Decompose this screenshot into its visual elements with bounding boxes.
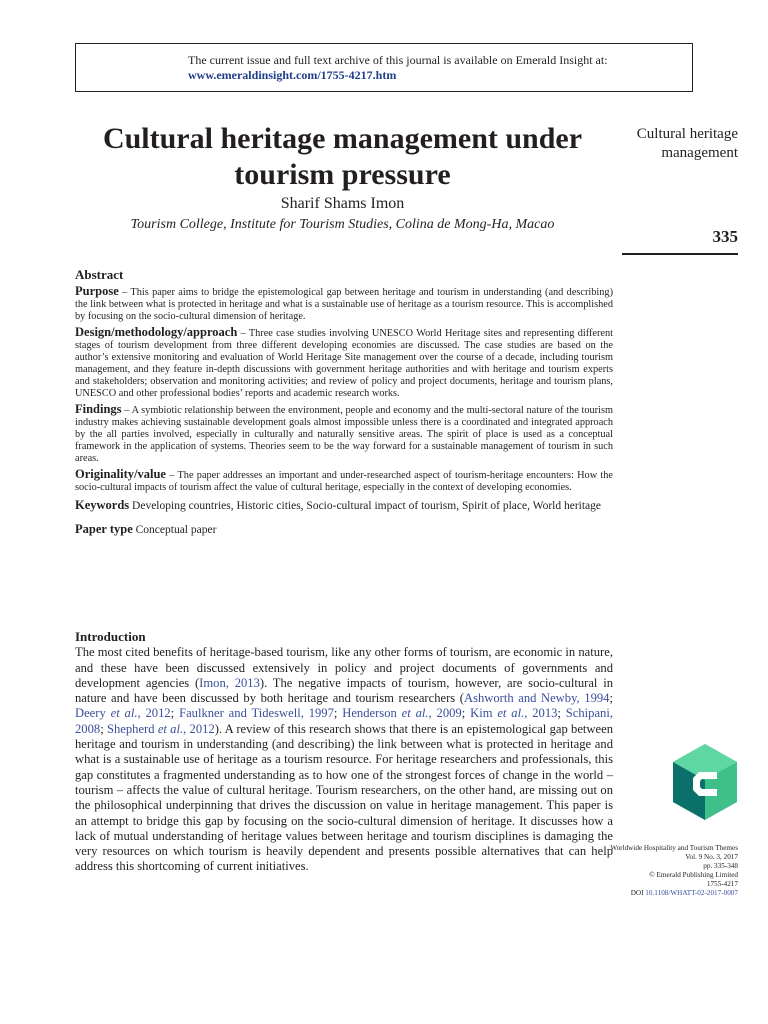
archive-banner-text: The current issue and full text archive of this journal is available on Emerald Insight at:: [188, 53, 608, 67]
design-label: Design/methodology/approach: [75, 325, 238, 339]
emerald-insight-link[interactable]: www.emeraldinsight.com/1755-4217.htm: [188, 68, 397, 82]
intro-text: ;: [333, 706, 343, 721]
citation-link[interactable]: Faulkner and Tideswell, 1997: [179, 706, 334, 721]
doi-link[interactable]: 10.1108/WHATT-02-2017-0007: [645, 889, 738, 897]
intro-text: ). A review of this research shows that there is an epistemological gap between heritage and tourism in understanding (and describing) the link between what is protected in heritage and what is a sustainable use of heritage as a tourism resource. For heritage researchers and professionals, this gap constitutes a fragmented understanding as to how one of the strongest forces of change in the world – tourism – affects the value of cultural heritage. Tourism researchers, on the other hand, are missing out on the philosophical underpinning that drives the discussion on value in heritage management. This paper is an attempt to bridge this gap by focusing on the socio-cultural dimension of heritage. It discusses how a lack of mutual understanding of heritage values between heritage and tourism disciplines is damaging the very resources on which tourism is heavily dependent and presents possible alternatives that can help address this shortcoming of current initiatives.: [75, 721, 613, 874]
citation-et-al: et al.: [497, 706, 525, 721]
citation-author: Henderson: [342, 706, 402, 721]
journal-name: Worldwide Hospitality and Tourism Themes: [610, 844, 738, 852]
intro-text: ;: [461, 706, 471, 721]
citation-link[interactable]: [75, 706, 171, 720]
paper-type-text: Conceptual paper: [132, 524, 217, 536]
article-title: Cultural heritage management under tourism pressure: [102, 122, 583, 191]
abstract-design: [75, 326, 613, 400]
page-number: 335: [712, 227, 738, 246]
citation-link[interactable]: [107, 722, 215, 736]
abstract-findings: [75, 403, 613, 465]
running-title: Cultural heritage management: [636, 126, 738, 161]
introduction-heading: Introduction: [75, 629, 146, 644]
author-affiliation: Tourism College, Institute for Tourism Studies, Colina de Mong-Ha, Macao: [130, 217, 555, 232]
citation-et-al: et al.: [401, 706, 429, 721]
abstract-purpose: [75, 285, 613, 323]
findings-label: Findings: [75, 402, 122, 416]
intro-text: ). The negative impacts of tourism, however, are socio-cultural in nature and have been discussed by both heritage and tourism researchers (: [75, 675, 614, 706]
purpose-label: Purpose: [75, 284, 119, 298]
findings-text: – A symbiotic relationship between the environment, people and economy and the multi-sectoral nature of the tourism industry makes achieving sustainable development goals almost impossible unless there is a coordinated and integrated approach by the all parties involved, especially in culturally and naturally sensitive areas. The spirit of place is used as a conceptual framework in the application of systems. Theories seem to be the way forward for a sustainable management of tourism in such areas.: [75, 405, 613, 464]
journal-publisher: © Emerald Publishing Limited: [649, 871, 738, 879]
abstract-paper-type: [75, 523, 613, 536]
journal-info: [608, 844, 738, 898]
abstract-section: [75, 269, 613, 539]
intro-text: ;: [170, 706, 180, 721]
journal-volume: Vol. 9 No. 3, 2017: [685, 853, 738, 861]
intro-text: ;: [557, 706, 566, 721]
citation-link[interactable]: Ashworth and Newby, 1994: [463, 691, 610, 706]
citation-et-al: et al.: [110, 706, 138, 721]
keywords-label: Keywords: [75, 498, 130, 512]
intro-text: The most cited benefits of heritage-based tourism, like any other forms of tourism, are economic in nature, and these have been discussed extensively in policy and project documents of governments and development agencies (: [75, 645, 613, 690]
abstract-heading: Abstract: [75, 267, 124, 282]
citation-author: Shepherd: [106, 721, 158, 736]
citation-author: Kim: [470, 706, 498, 721]
introduction-section: [75, 629, 613, 875]
author-name: Sharif Shams Imon: [280, 195, 405, 212]
citation-link[interactable]: [342, 706, 461, 720]
citation-year: , 2013: [524, 706, 558, 721]
abstract-originality: [75, 468, 613, 494]
originality-label: Originality/value: [75, 467, 166, 481]
keywords-text: Developing countries, Historic cities, Socio-cultural impact of tourism, Spirit of place, World heritage: [129, 500, 602, 512]
emerald-logo-icon: [673, 744, 737, 820]
doi-label: DOI: [630, 889, 646, 897]
citation-year: , 2012: [137, 706, 171, 721]
citation-year: , 2009: [428, 706, 462, 721]
introduction-paragraph: [75, 645, 613, 874]
purpose-text: – This paper aims to bridge the epistemological gap between heritage and tourism in understanding (and describing) the link between what is protected in heritage and what is a sustainable use of heritage as a tourism resource. This is accomplished by focusing on the socio-cultural dimension of heritage.: [75, 287, 613, 322]
sidebar-rule: [622, 253, 738, 255]
citation-year: , 2012: [183, 721, 215, 736]
abstract-keywords: [75, 498, 613, 514]
citation-link[interactable]: Schipani, 2008: [75, 706, 614, 736]
archive-banner: [75, 43, 693, 92]
journal-issn: 1755-4217: [706, 880, 738, 888]
citation-author: Deery: [75, 706, 111, 721]
citation-link[interactable]: Imon, 2013: [199, 675, 260, 690]
citation-link[interactable]: [470, 706, 557, 720]
citation-et-al: et al.: [157, 721, 184, 736]
intro-text: ;: [609, 691, 613, 706]
journal-pages: pp. 335-348: [703, 862, 738, 870]
originality-text: – The paper addresses an important and under-researched aspect of tourism-heritage encounters: How the socio-cultural impacts of tourism affect the value of cultural heritage, especially in the context of developing economies.: [75, 470, 613, 493]
design-text: – Three case studies involving UNESCO World Heritage sites and representing different stages of tourism development from three different developing economies are discussed. The case studies are based on the author’s extensive monitoring and evaluation of World Heritage Site management over the course of a decade, including tourism management, and they feature in-depth discussions with government heritage authorities and with heritage and tourism experts and stakeholders; observation and monitoring activities; and review of policy and project documents, heritage and tourism plans, UNESCO and other professional bodies’ reports and academic research works.: [75, 328, 613, 399]
intro-text: ;: [100, 721, 107, 736]
paper-type-label: Paper type: [75, 522, 133, 536]
journal-doi: [608, 889, 738, 898]
